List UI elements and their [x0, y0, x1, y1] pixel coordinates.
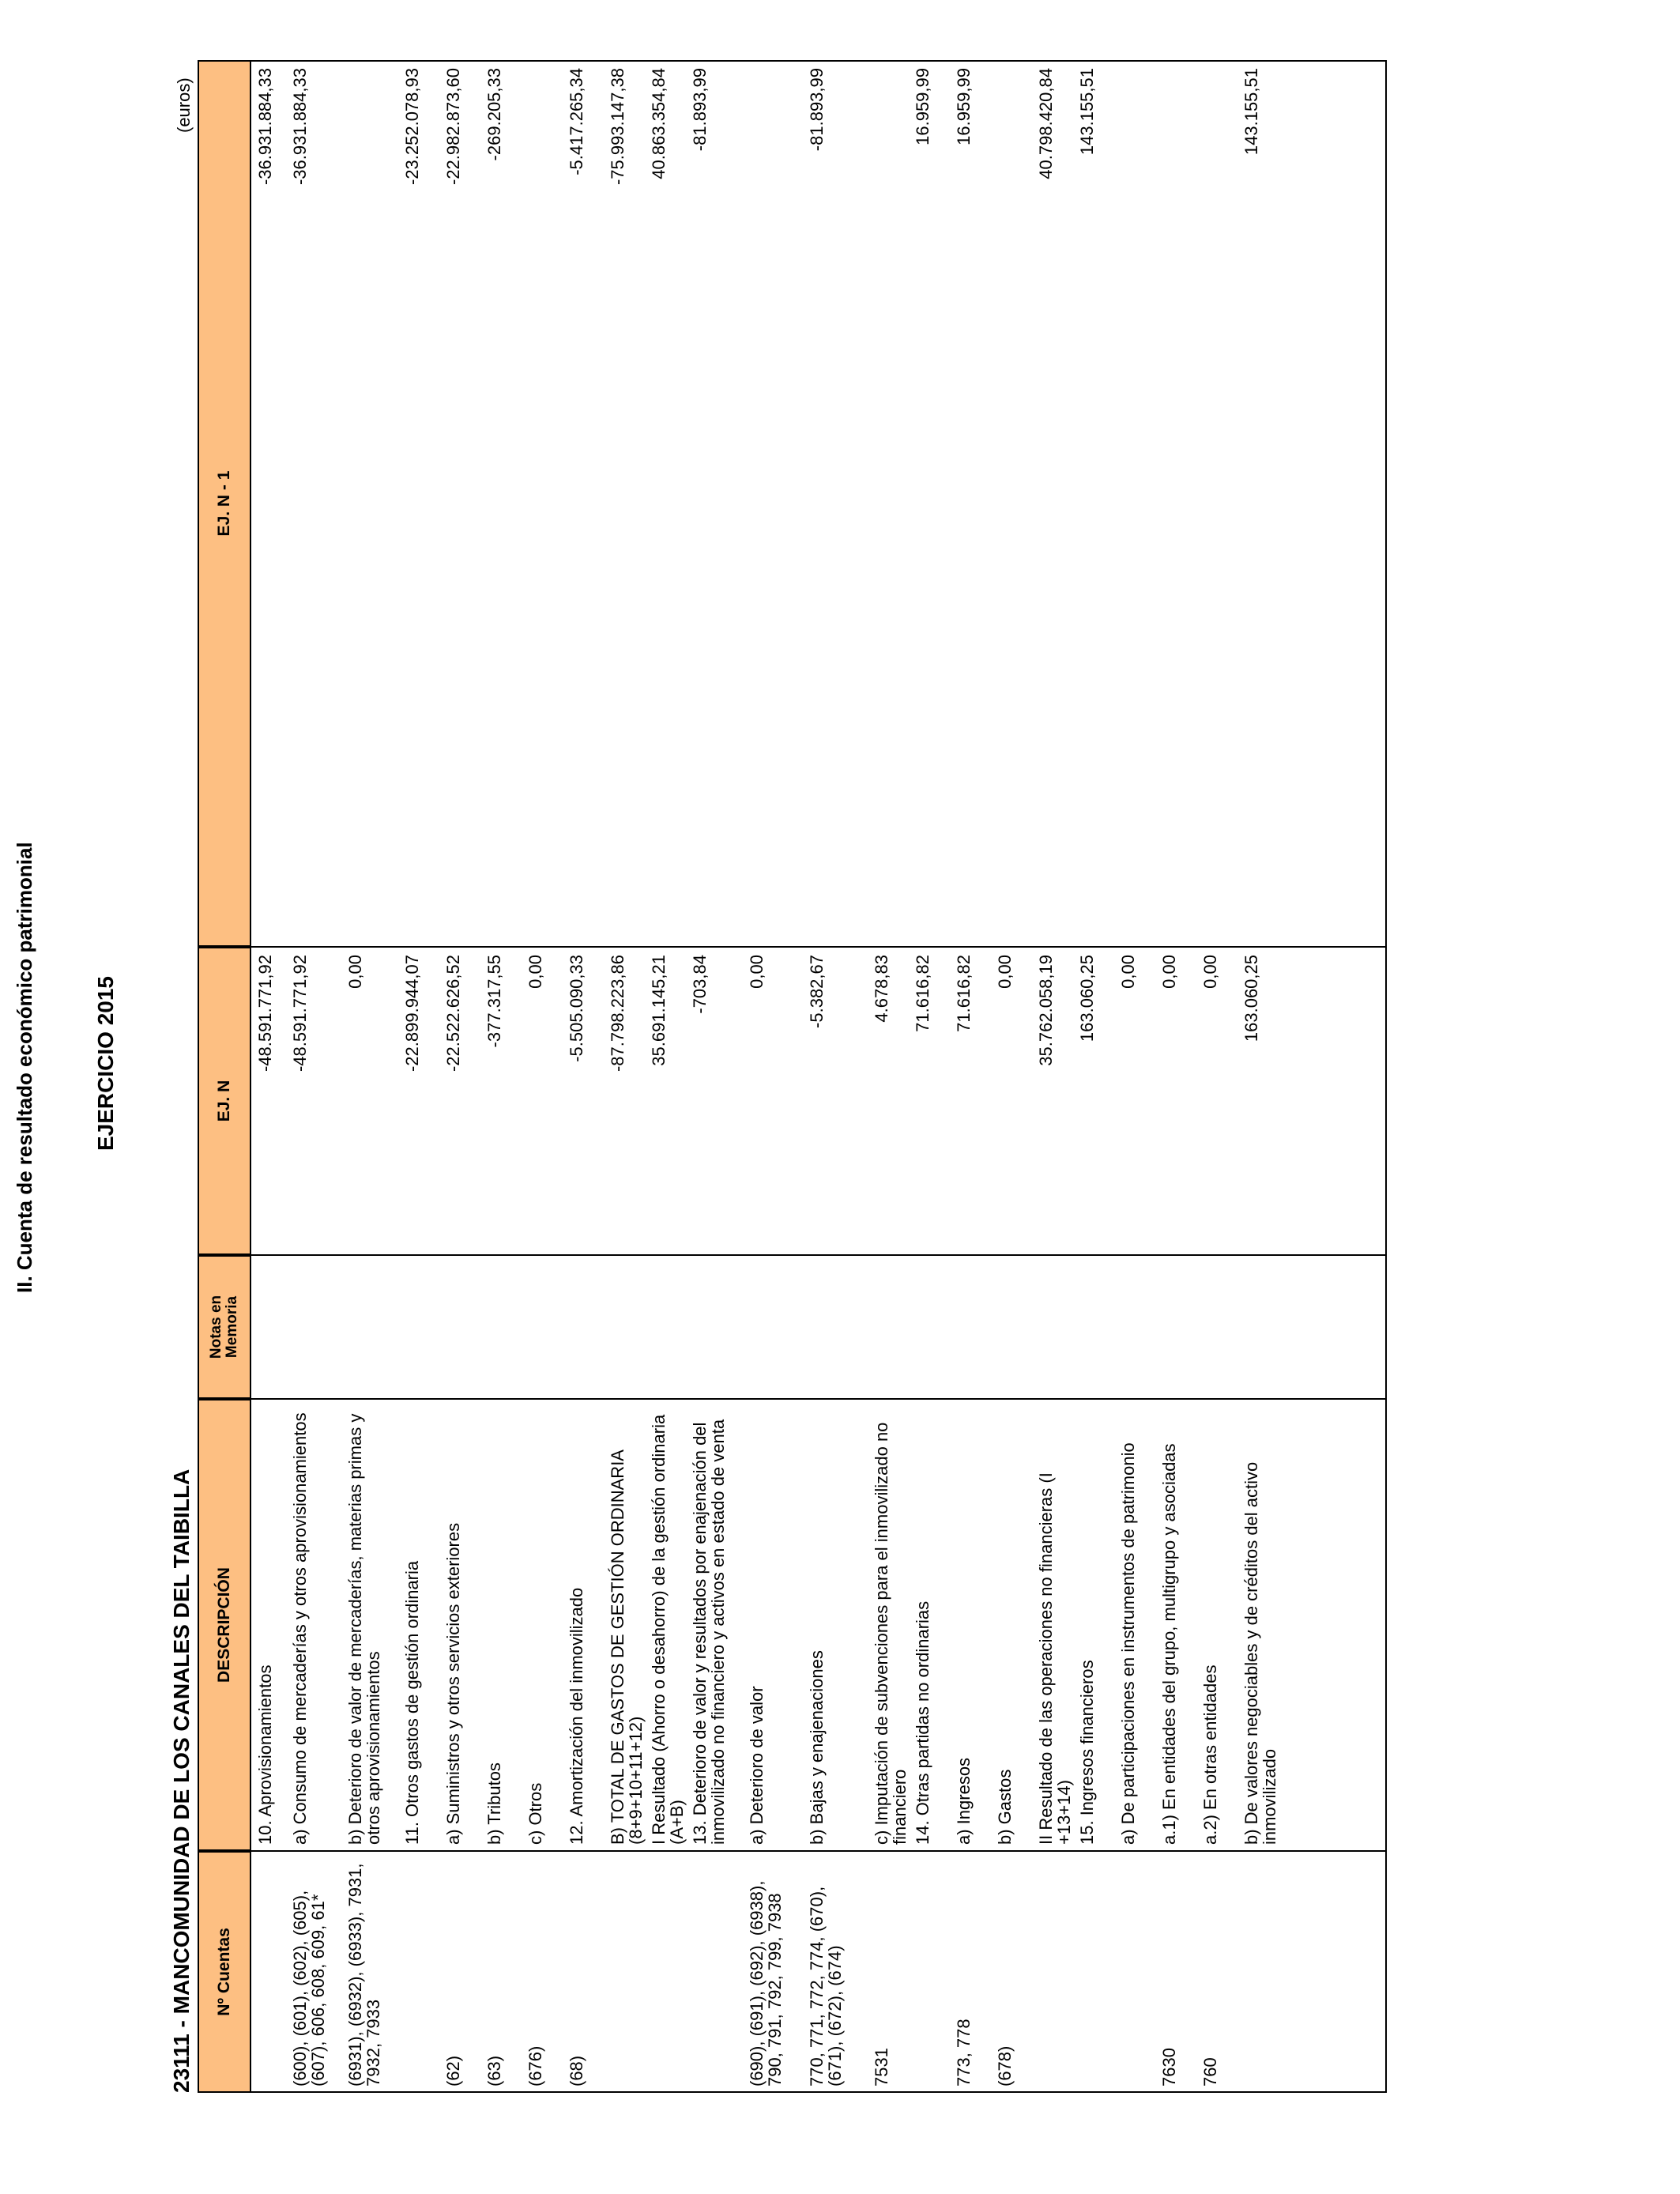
row-description: b) Gastos	[995, 1769, 1015, 1845]
account-codes: (63)	[484, 2055, 504, 2087]
row-description: b) Tributos	[484, 1762, 504, 1845]
column-divider	[251, 946, 1387, 948]
value-ej-n: -48.591.771,92	[290, 955, 310, 1072]
value-ej-n: 0,00	[525, 955, 545, 989]
column-header: Notas en Memoria	[198, 1255, 251, 1399]
account-codes: (600), (601), (602), (605), (607), 606, 608, 609, 61*	[290, 1890, 328, 2087]
column-header: DESCRIPCIÓN	[198, 1399, 251, 1851]
account-codes: 760	[1200, 2057, 1220, 2087]
value-ej-n: 163.060,25	[1077, 955, 1097, 1042]
account-codes: 7531	[872, 2048, 891, 2087]
row-description: 14. Otras partidas no ordinarias	[913, 1600, 932, 1845]
value-ej-n: 71.616,82	[954, 955, 974, 1032]
account-codes: (62)	[443, 2055, 463, 2087]
row-description: b) Deterioro de valor de mercaderías, materias primas y otros aprovisionamientos	[345, 1413, 383, 1845]
row-description: b) Bajas y enajenaciones	[807, 1650, 827, 1845]
value-ej-n: -22.522.626,52	[443, 955, 463, 1072]
value-ej-n-1: -23.252.078,93	[402, 68, 422, 186]
units-label: (euros)	[174, 77, 194, 133]
value-ej-n-1: -5.417.265,34	[567, 68, 586, 175]
value-ej-n-1: -75.993.147,38	[608, 68, 627, 186]
column-divider	[251, 1850, 1387, 1852]
value-ej-n: -5.382,67	[807, 955, 827, 1028]
value-ej-n: -48.591.771,92	[255, 955, 275, 1072]
row-description: a) Consumo de mercaderías y otros aprovisionamientos	[290, 1412, 310, 1845]
value-ej-n: -703,84	[690, 955, 710, 1014]
value-ej-n-1: -81.893,99	[807, 68, 827, 152]
account-codes: 7630	[1159, 2048, 1179, 2087]
column-header: Nº Cuentas	[198, 1851, 251, 2093]
column-divider	[251, 1254, 1387, 1256]
value-ej-n: 0,00	[1200, 955, 1220, 989]
row-description: 12. Amortización del inmovilizado	[567, 1587, 586, 1845]
value-ej-n-1: 143.155,51	[1241, 68, 1261, 156]
account-codes: (676)	[525, 2045, 545, 2087]
row-description: a) Deterioro de valor	[747, 1686, 767, 1845]
row-description: b) De valores negociables y de créditos del activo inmovilizado	[1241, 1461, 1279, 1845]
row-description: a.1) En entidades del grupo, multigrupo y asociadas	[1159, 1443, 1179, 1845]
row-description: c) Imputación de subvenciones para el inmovilizado no financiero	[872, 1422, 910, 1845]
value-ej-n-1: 16.959,99	[954, 68, 974, 145]
value-ej-n: -5.505.090,33	[567, 955, 586, 1062]
value-ej-n: 0,00	[995, 955, 1015, 989]
value-ej-n: 35.762.058,19	[1036, 955, 1056, 1066]
row-description: 15. Ingresos financieros	[1077, 1660, 1097, 1845]
value-ej-n-1: 143.155,51	[1077, 68, 1097, 156]
row-description: II Resultado de las operaciones no financieras (I +13+14)	[1036, 1472, 1074, 1845]
row-description: a) De participaciones en instrumentos de patrimonio	[1118, 1442, 1138, 1845]
row-description: a) Suministros y otros servicios exteriores	[443, 1522, 463, 1845]
row-description: B) TOTAL DE GASTOS DE GESTIÓN ORDINARIA (8+9+10+11+12)	[608, 1450, 646, 1845]
value-ej-n: 0,00	[747, 955, 767, 989]
row-description: I Resultado (Ahorro o desahorro) de la gestión ordinaria (A+B)	[649, 1414, 687, 1845]
value-ej-n: 71.616,82	[913, 955, 932, 1032]
value-ej-n: 4.678,83	[872, 955, 891, 1023]
value-ej-n-1: 40.798.420,84	[1036, 68, 1056, 179]
value-ej-n: -377.317,55	[484, 955, 504, 1048]
value-ej-n-1: -81.893,99	[690, 68, 710, 152]
row-description: 10. Aprovisionamientos	[255, 1664, 275, 1845]
row-description: a) Ingresos	[954, 1757, 974, 1845]
value-ej-n: 0,00	[345, 955, 365, 989]
column-divider	[251, 1398, 1387, 1400]
account-codes: (690), (691), (692), (6938), 790, 791, 792, 799, 7938	[747, 1880, 785, 2087]
row-description: a.2) En otras entidades	[1200, 1664, 1220, 1845]
column-header: EJ. N	[198, 947, 251, 1255]
row-description: c) Otros	[525, 1782, 545, 1845]
value-ej-n-1: 16.959,99	[913, 68, 932, 145]
account-codes: (678)	[995, 2045, 1015, 2087]
account-codes: (68)	[567, 2055, 586, 2087]
exercise-title: EJERCICIO 2015	[93, 976, 118, 1151]
row-description: 13. Deterioro de valor y resultados por enajenación del inmovilizado no financiero y activos en estado de venta	[690, 1419, 728, 1845]
section-title: II. Cuenta de resultado económico patrimonial	[13, 842, 36, 1293]
value-ej-n: 0,00	[1118, 955, 1138, 989]
value-ej-n-1: 40.863.354,84	[649, 68, 669, 179]
value-ej-n: 0,00	[1159, 955, 1179, 989]
value-ej-n-1: -269.205,33	[484, 68, 504, 161]
value-ej-n: -87.798.223,86	[608, 955, 627, 1072]
row-description: 11. Otros gastos de gestión ordinaria	[402, 1560, 422, 1845]
value-ej-n-1: -36.931.884,33	[255, 68, 275, 186]
value-ej-n: -22.899.944,07	[402, 955, 422, 1072]
value-ej-n: 163.060,25	[1241, 955, 1261, 1042]
entity-title: 23111 - MANCOMUNIDAD DE LOS CANALES DEL TAIBILLA	[169, 1468, 194, 2093]
account-codes: 770, 771, 772, 774, (670), (671), (672), (674)	[807, 1886, 845, 2087]
value-ej-n-1: -22.982.873,60	[443, 68, 463, 186]
account-codes: 773, 778	[954, 2019, 974, 2087]
value-ej-n-1: -36.931.884,33	[290, 68, 310, 186]
column-header: EJ. N - 1	[198, 60, 251, 947]
account-codes: (6931), (6932), (6933), 7931, 7932, 7933	[345, 1863, 383, 2087]
value-ej-n: 35.691.145,21	[649, 955, 669, 1066]
